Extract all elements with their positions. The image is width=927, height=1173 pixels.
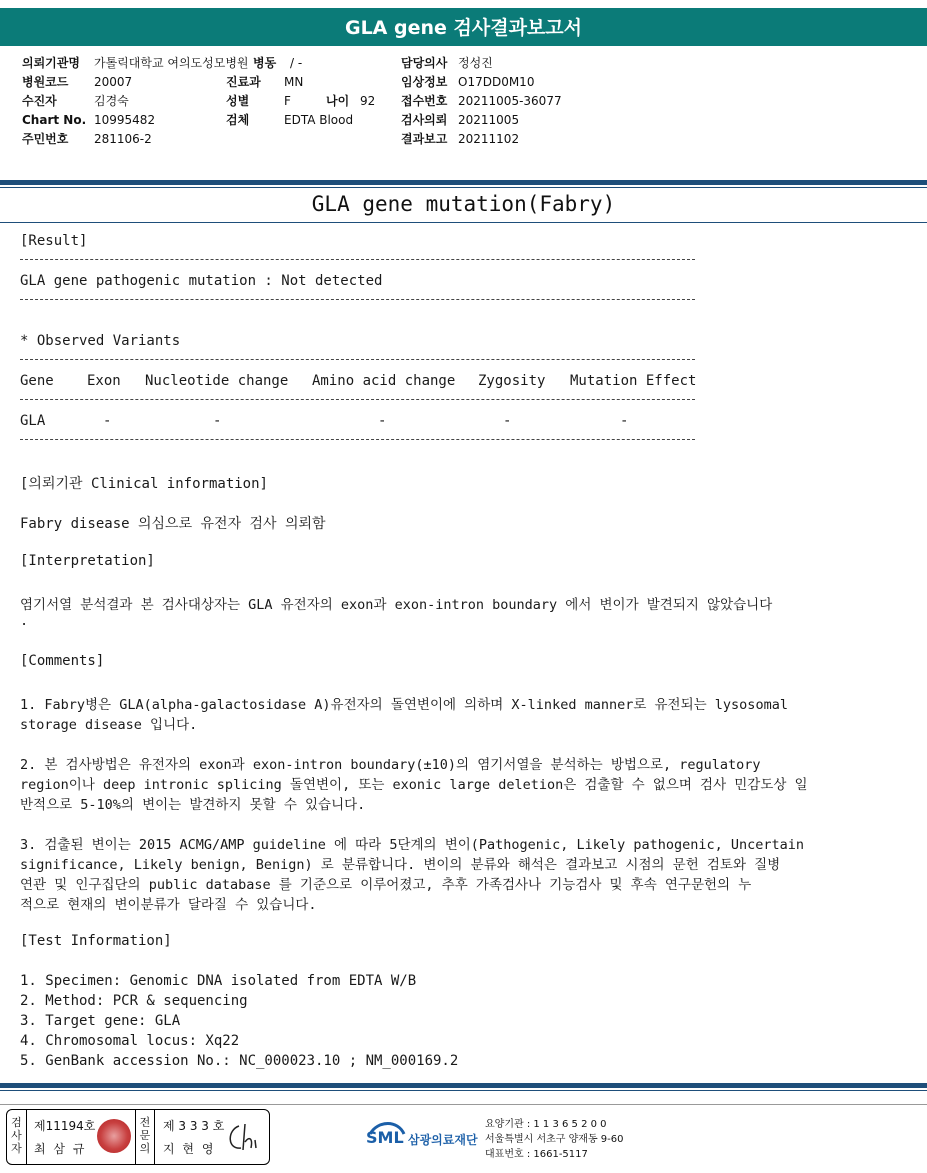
footer-rule-grey (0, 1104, 927, 1105)
cell-nucleotide: - (213, 413, 222, 429)
col-header-amino-acid: Amino acid change (312, 373, 456, 389)
comment-line: storage disease 입니다. (20, 717, 198, 733)
interpretation-line: 염기서열 분석결과 본 검사대상자는 GLA 유전자의 exon과 exon-intron boundary 에서 변이가 발견되지 않았습니다 (20, 597, 773, 613)
header-row: 검사의뢰 20211005 (401, 113, 520, 127)
comment-line: 적으로 현재의 변이분류가 달라질 수 있습니다. (20, 897, 317, 913)
header-row: 임상정보 O17DD0M10 (401, 75, 535, 89)
org-info (485, 1117, 624, 1162)
header-row: 접수번호 20211005-36077 (401, 94, 562, 108)
divider (20, 359, 695, 360)
cell-mutation-effect: - (620, 413, 629, 429)
header-row: 결과보고 20211102 (401, 132, 520, 146)
org-name: 삼광의료재단 (408, 1133, 478, 1147)
footer-rule-thin (0, 1090, 927, 1091)
approver-no: 제 3 3 3 호 (163, 1119, 225, 1133)
comments-heading: [Comments] (20, 653, 105, 669)
result-line: GLA gene pathogenic mutation : Not detected (20, 273, 383, 289)
section-rule-bottom (0, 222, 927, 223)
clinical-text: Fabry disease 의심으로 유전자 검사 의뢰함 (20, 516, 326, 532)
logo-text: SML (366, 1128, 404, 1147)
header-row: 주민번호 281106-2 (22, 132, 152, 146)
comment-line: 1. Fabry병은 GLA(alpha-galactosidase A)유전자의 돌연변이에 의하며 X-linked manner로 유전되는 lysosomal (20, 697, 788, 713)
comment-line: region이나 deep intronic splicing 돌연변이, 또는 exonic large deletion은 검출할 수 없으며 검사 민감도상 일 (20, 777, 808, 793)
signature-icon (225, 1120, 263, 1154)
header-row: 수진자 김경숙 (22, 94, 129, 108)
signature-box (6, 1109, 270, 1165)
comment-line: significance, Likely benign, Benign) 로 분류합니다. 변이의 분류와 해석은 결과보고 시점의 문헌 검토와 질병 (20, 857, 781, 873)
test-info-line: 2. Method: PCR & sequencing (20, 993, 248, 1009)
org-line: 대표번호 : 1661-5117 (485, 1149, 588, 1160)
comment-line: 연관 및 인구집단의 public database 를 기준으로 이루어졌고, 추후 가족검사나 기능검사 및 후속 연구문헌의 누 (20, 877, 752, 893)
examiner-no: 제11194호 (34, 1119, 96, 1133)
org-line: 요양기관 : 1 1 3 6 5 2 0 0 (485, 1119, 607, 1130)
examiner-name: 최 삼 규 (34, 1142, 87, 1156)
header-row: 성별 F 나이 92 (226, 94, 376, 108)
cell-exon: - (103, 413, 112, 429)
cell-amino-acid: - (378, 413, 387, 429)
test-info-line: 1. Specimen: Genomic DNA isolated from EDTA W/B (20, 973, 417, 989)
observed-heading: * Observed Variants (20, 333, 181, 349)
interpretation-heading: [Interpretation] (20, 553, 155, 569)
header-row: 담당의사 정성진 (401, 56, 493, 70)
interpretation-line: . (20, 613, 29, 629)
col-header-mutation-effect: Mutation Effect (570, 373, 697, 389)
divider (20, 299, 695, 300)
seal-stamp-icon (97, 1119, 131, 1153)
header-row: 진료과 MN (226, 75, 304, 89)
header-row: 검체 EDTA Blood (226, 113, 354, 127)
col-header-zygosity: Zygosity (478, 373, 546, 389)
col-header-nucleotide: Nucleotide change (145, 373, 289, 389)
header-row: Chart No. 10995482 (22, 113, 156, 127)
section-rule-top (0, 180, 927, 185)
org-line: 서울특별시 서초구 양재동 9-60 (485, 1134, 624, 1145)
divider (20, 259, 695, 260)
section-rule-top-thin (0, 187, 927, 188)
approver-name: 지 현 영 (163, 1142, 216, 1156)
divider (20, 439, 695, 440)
examiner-label: 검사자 (7, 1110, 27, 1164)
result-heading: [Result] (20, 233, 88, 249)
comment-line: 반적으로 5-10%의 변이는 발견하지 못할 수 있습니다. (20, 797, 366, 813)
col-header-exon: Exon (87, 373, 121, 389)
divider (20, 399, 695, 400)
test-info-line: 4. Chromosomal locus: Xq22 (20, 1033, 240, 1049)
col-header-gene: Gene (20, 373, 54, 389)
header-row: 병원코드 20007 (22, 75, 133, 89)
section-title: GLA gene mutation(Fabry) (311, 192, 616, 216)
header-col2 (226, 73, 375, 130)
comment-line: 3. 검출된 변이는 2015 ACMG/AMP guideline 에 따라 5단계의 변이(Pathogenic, Likely pathogenic, Uncertain (20, 837, 805, 853)
cell-gene: GLA (20, 413, 46, 429)
test-info-line: 5. GenBank accession No.: NC_000023.10 ; NM_000169.2 (20, 1053, 459, 1069)
approver-label: 전문의 (135, 1110, 155, 1164)
test-info-heading: [Test Information] (20, 933, 172, 949)
header-row: 의뢰기관명 가톨릭대학교 여의도성모병원 (22, 56, 249, 70)
header-col3 (401, 54, 562, 149)
footer-rule (0, 1083, 927, 1088)
header-col1 (22, 54, 249, 149)
comment-line: 2. 본 검사방법은 유전자의 exon과 exon-intron boundary(±10)의 염기서열을 분석하는 방법으로, regulatory (20, 757, 761, 773)
report-title: GLA gene 검사결과보고서 (0, 8, 927, 46)
cell-zygosity: - (503, 413, 512, 429)
ward-field: 병동 / - (253, 56, 303, 70)
clinical-heading: [의뢰기관 Clinical information] (20, 476, 268, 492)
test-info-line: 3. Target gene: GLA (20, 1013, 181, 1029)
